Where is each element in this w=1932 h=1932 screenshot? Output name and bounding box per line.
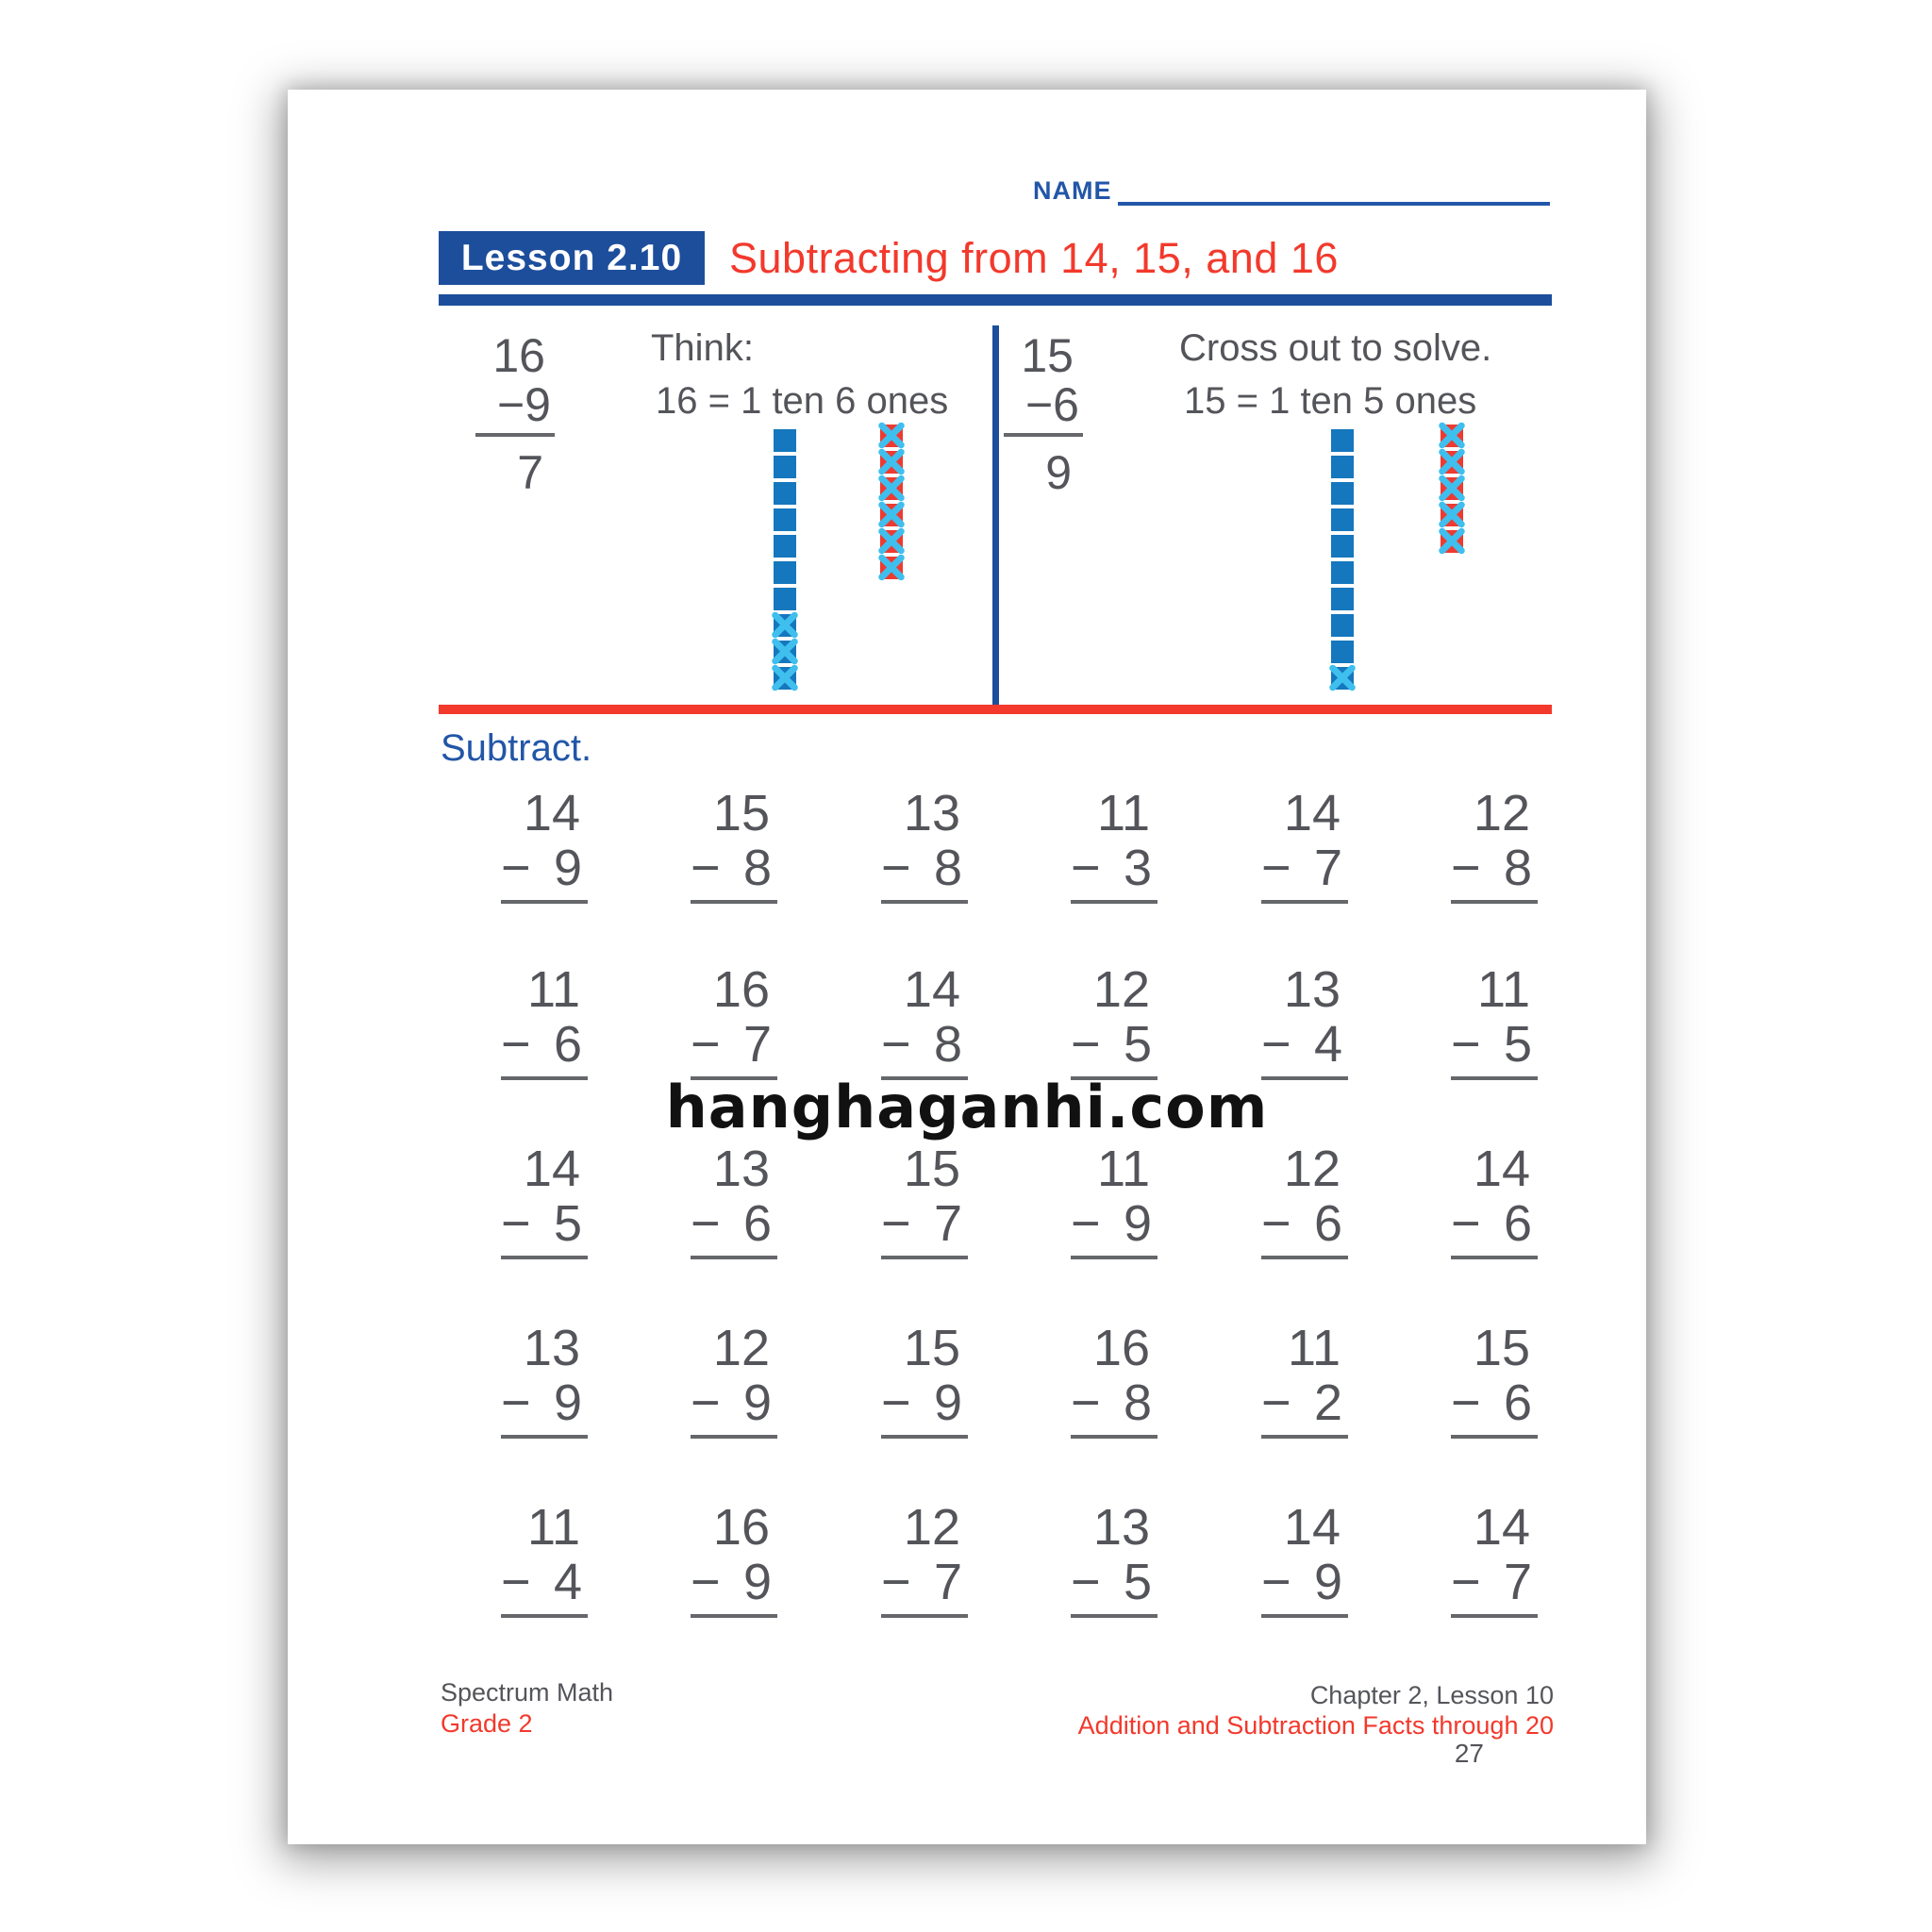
problem-subtrahend: 6 — [1313, 1195, 1342, 1252]
example-answer: 9 — [1045, 446, 1072, 499]
problem-cell — [691, 1500, 777, 1665]
minus-sign: − — [1451, 840, 1481, 896]
problem-minuend: 14 — [523, 1141, 580, 1197]
problem-minuend: 15 — [712, 785, 770, 841]
problem-minuend: 12 — [712, 1320, 770, 1376]
minus-sign: − — [1261, 840, 1291, 896]
problem-subtrahend-row — [1071, 1017, 1158, 1080]
footer-grade: Grade 2 — [441, 1709, 533, 1738]
problem-minuend: 12 — [1473, 785, 1530, 841]
problem-subtrahend: 5 — [1123, 1016, 1152, 1073]
answer-space — [501, 1439, 588, 1486]
footer-book-title: Spectrum Math — [441, 1678, 614, 1707]
problem-subtrahend-row — [881, 1196, 968, 1259]
problem-cell — [501, 1321, 588, 1486]
answer-space — [881, 1439, 968, 1486]
example-answer: 7 — [517, 446, 543, 499]
minus-sign: − — [501, 1016, 531, 1073]
example-minuend: 15 — [1021, 329, 1074, 382]
problem-subtrahend-row — [1261, 1017, 1348, 1080]
problem-subtrahend: 6 — [553, 1016, 582, 1073]
minus-sign: − — [1071, 1374, 1101, 1431]
problem-subtrahend-row — [1071, 841, 1158, 904]
problem-row — [288, 1500, 1646, 1656]
page-number: 27 — [1454, 1739, 1484, 1768]
problem-subtrahend: 4 — [553, 1554, 582, 1610]
minus-sign: − — [881, 1554, 911, 1610]
problem-subtrahend: 9 — [742, 1554, 772, 1610]
problem-cell — [1071, 1141, 1158, 1307]
answer-space — [501, 1618, 588, 1665]
problem-cell — [1261, 1321, 1348, 1486]
problem-subtrahend-row — [1451, 1196, 1538, 1259]
minus-sign: − — [1261, 1374, 1291, 1431]
problem-minuend: 13 — [1283, 961, 1341, 1018]
problem-minuend: 16 — [712, 1499, 770, 1556]
problem-subtrahend: 9 — [1123, 1195, 1152, 1252]
watermark-text: hanghaganhi.com — [665, 1073, 1269, 1141]
problem-subtrahend: 6 — [1503, 1374, 1532, 1431]
problem-subtrahend: 6 — [1503, 1195, 1532, 1252]
minus-sign: − — [1261, 1554, 1291, 1610]
problem-minuend: 14 — [1473, 1499, 1530, 1556]
problem-subtrahend: 6 — [742, 1195, 772, 1252]
problem-subtrahend-row — [1451, 841, 1538, 904]
problem-minuend: 12 — [1283, 1141, 1341, 1197]
problem-minuend: 13 — [1092, 1499, 1150, 1556]
problem-subtrahend: 5 — [1503, 1016, 1532, 1073]
problem-subtrahend-row — [1451, 1375, 1538, 1439]
problem-minuend: 12 — [1092, 961, 1150, 1018]
problem-cell — [881, 1141, 968, 1307]
minus-sign: − — [1451, 1554, 1481, 1610]
problem-subtrahend: 9 — [742, 1374, 772, 1431]
problem-subtrahend-row — [501, 1196, 588, 1259]
problem-minuend: 14 — [523, 785, 580, 841]
problem-subtrahend: 7 — [742, 1016, 772, 1073]
problem-subtrahend-row — [691, 841, 777, 904]
minus-sign: − — [1451, 1195, 1481, 1252]
problem-subtrahend-row — [1261, 1555, 1348, 1618]
problem-cell — [501, 1141, 588, 1307]
problem-cell — [1261, 1141, 1348, 1307]
minus-sign: − — [1071, 1554, 1101, 1610]
problem-subtrahend: 8 — [742, 840, 772, 896]
problem-minuend: 14 — [903, 961, 960, 1018]
problem-subtrahend-row — [501, 1555, 588, 1618]
problem-cell — [1451, 786, 1538, 951]
problem-subtrahend: 8 — [933, 840, 962, 896]
minus-sign: − — [1261, 1195, 1291, 1252]
problem-cell — [691, 1141, 777, 1307]
problem-subtrahend-row — [691, 1555, 777, 1618]
problem-row — [288, 1141, 1646, 1297]
answer-space — [691, 1618, 777, 1665]
minus-sign: − — [691, 1195, 721, 1252]
answer-space — [1071, 904, 1158, 951]
answer-space — [881, 1259, 968, 1307]
problem-subtrahend: 9 — [1313, 1554, 1342, 1610]
problem-cell — [1451, 1500, 1538, 1665]
problem-minuend: 16 — [1092, 1320, 1150, 1376]
problem-subtrahend-row — [1451, 1555, 1538, 1618]
problem-minuend: 13 — [903, 785, 960, 841]
answer-space — [1451, 904, 1538, 951]
problem-subtrahend-row — [1071, 1375, 1158, 1439]
problem-subtrahend-row — [1071, 1196, 1158, 1259]
problem-subtrahend: 5 — [553, 1195, 582, 1252]
problem-minuend: 11 — [1096, 785, 1150, 841]
problem-subtrahend-row — [881, 841, 968, 904]
problem-cell — [1451, 1141, 1538, 1307]
minus-sign: − — [691, 1554, 721, 1610]
problem-subtrahend-row — [691, 1017, 777, 1080]
answer-space — [691, 1259, 777, 1307]
example-minuend: 16 — [492, 329, 545, 382]
problem-minuend: 11 — [1287, 1320, 1341, 1376]
problem-cell — [501, 786, 588, 951]
problem-cell — [881, 786, 968, 951]
worksheet-page — [288, 90, 1646, 1844]
minus-sign: − — [881, 1374, 911, 1431]
minus-sign: − — [691, 840, 721, 896]
problem-subtrahend-row — [1451, 1017, 1538, 1080]
problem-cell — [1071, 1500, 1158, 1665]
answer-space — [881, 904, 968, 951]
problems-grid — [288, 90, 1646, 1844]
minus-sign: − — [1071, 1195, 1101, 1252]
problem-cell — [1261, 786, 1348, 951]
problem-minuend: 15 — [903, 1320, 960, 1376]
answer-space — [691, 1439, 777, 1486]
footer-chapter-title: Addition and Subtraction Facts through 20 — [1077, 1711, 1554, 1740]
footer-right — [1078, 1680, 1554, 1740]
answer-space — [1071, 1618, 1158, 1665]
minus-sign: − — [1071, 840, 1101, 896]
problem-subtrahend: 2 — [1313, 1374, 1342, 1431]
problem-subtrahend: 5 — [1123, 1554, 1152, 1610]
footer-left — [441, 1677, 613, 1740]
minus-sign: − — [1261, 1016, 1291, 1073]
problem-subtrahend-row — [1261, 1375, 1348, 1439]
problem-cell — [1071, 786, 1158, 951]
problem-subtrahend: 4 — [1313, 1016, 1342, 1073]
problem-subtrahend: 8 — [933, 1016, 962, 1073]
problem-subtrahend-row — [1071, 1555, 1158, 1618]
problem-cell — [881, 1500, 968, 1665]
problem-subtrahend-row — [691, 1196, 777, 1259]
problem-subtrahend: 8 — [1503, 840, 1532, 896]
minus-sign: − — [1071, 1016, 1101, 1073]
name-label: NAME — [1033, 176, 1112, 205]
cross-out-label: Cross out to solve. — [1179, 327, 1492, 369]
think-label: Think: — [651, 327, 754, 369]
problem-subtrahend-row — [881, 1375, 968, 1439]
problem-minuend: 11 — [1476, 961, 1530, 1018]
problem-minuend: 12 — [903, 1499, 960, 1556]
footer-chapter: Chapter 2, Lesson 10 — [1309, 1681, 1554, 1709]
problem-minuend: 14 — [1473, 1141, 1530, 1197]
answer-space — [1071, 1259, 1158, 1307]
problem-subtrahend-row — [881, 1017, 968, 1080]
answer-space — [1071, 1439, 1158, 1486]
problem-subtrahend-row — [881, 1555, 968, 1618]
problem-subtrahend-row — [1261, 1196, 1348, 1259]
lesson-title: Subtracting from 14, 15, and 16 — [729, 233, 1339, 282]
minus-sign: − — [1451, 1016, 1481, 1073]
problem-minuend: 15 — [903, 1141, 960, 1197]
answer-space — [1261, 1439, 1348, 1486]
minus-sign: − — [691, 1016, 721, 1073]
answer-space — [1451, 1439, 1538, 1486]
answer-space — [1451, 1618, 1538, 1665]
problem-row — [288, 1321, 1646, 1476]
answer-space — [1451, 1259, 1538, 1307]
minus-sign: − — [1451, 1374, 1481, 1431]
problem-cell — [1071, 1321, 1158, 1486]
answer-space — [1261, 904, 1348, 951]
problem-subtrahend: 3 — [1123, 840, 1152, 896]
problem-minuend: 13 — [523, 1320, 580, 1376]
minus-sign: − — [881, 1195, 911, 1252]
think-equation: 16 = 1 ten 6 ones — [656, 380, 949, 422]
answer-space — [1261, 1618, 1348, 1665]
problem-minuend: 14 — [1283, 785, 1341, 841]
problem-subtrahend-row — [501, 1017, 588, 1080]
minus-sign: − — [501, 840, 531, 896]
problem-minuend: 11 — [526, 1499, 580, 1556]
problem-minuend: 14 — [1283, 1499, 1341, 1556]
problem-subtrahend-row — [1261, 841, 1348, 904]
problem-cell — [691, 1321, 777, 1486]
subtract-instruction: Subtract. — [441, 727, 592, 769]
answer-space — [501, 904, 588, 951]
answer-space — [691, 904, 777, 951]
problem-subtrahend: 7 — [933, 1554, 962, 1610]
problem-subtrahend-row — [501, 1375, 588, 1439]
problem-row — [288, 786, 1646, 941]
problem-cell — [691, 786, 777, 951]
problem-minuend: 11 — [1096, 1141, 1150, 1197]
problem-cell — [881, 1321, 968, 1486]
problem-minuend: 16 — [712, 961, 770, 1018]
problem-subtrahend-row — [501, 841, 588, 904]
problem-subtrahend: 9 — [553, 840, 582, 896]
minus-sign: − — [881, 1016, 911, 1073]
problem-minuend: 11 — [526, 961, 580, 1018]
problem-subtrahend: 7 — [933, 1195, 962, 1252]
problem-cell — [501, 1500, 588, 1665]
problem-subtrahend: 9 — [553, 1374, 582, 1431]
problem-subtrahend: 7 — [1313, 840, 1342, 896]
minus-sign: − — [691, 1374, 721, 1431]
problem-cell — [1451, 1321, 1538, 1486]
answer-space — [501, 1259, 588, 1307]
problem-subtrahend: 7 — [1503, 1554, 1532, 1610]
minus-sign: − — [501, 1554, 531, 1610]
example-subtrahend: −6 — [1004, 380, 1083, 437]
problem-subtrahend-row — [691, 1375, 777, 1439]
lesson-badge: Lesson 2.10 — [439, 231, 705, 285]
problem-subtrahend: 8 — [1123, 1374, 1152, 1431]
answer-space — [881, 1618, 968, 1665]
minus-sign: − — [881, 840, 911, 896]
example-subtrahend: −9 — [475, 380, 555, 437]
problem-subtrahend: 9 — [933, 1374, 962, 1431]
problem-minuend: 15 — [1473, 1320, 1530, 1376]
minus-sign: − — [501, 1374, 531, 1431]
problem-cell — [1261, 1500, 1348, 1665]
cross-out-equation: 15 = 1 ten 5 ones — [1184, 380, 1477, 422]
minus-sign: − — [501, 1195, 531, 1252]
answer-space — [1261, 1259, 1348, 1307]
problem-minuend: 13 — [712, 1141, 770, 1197]
